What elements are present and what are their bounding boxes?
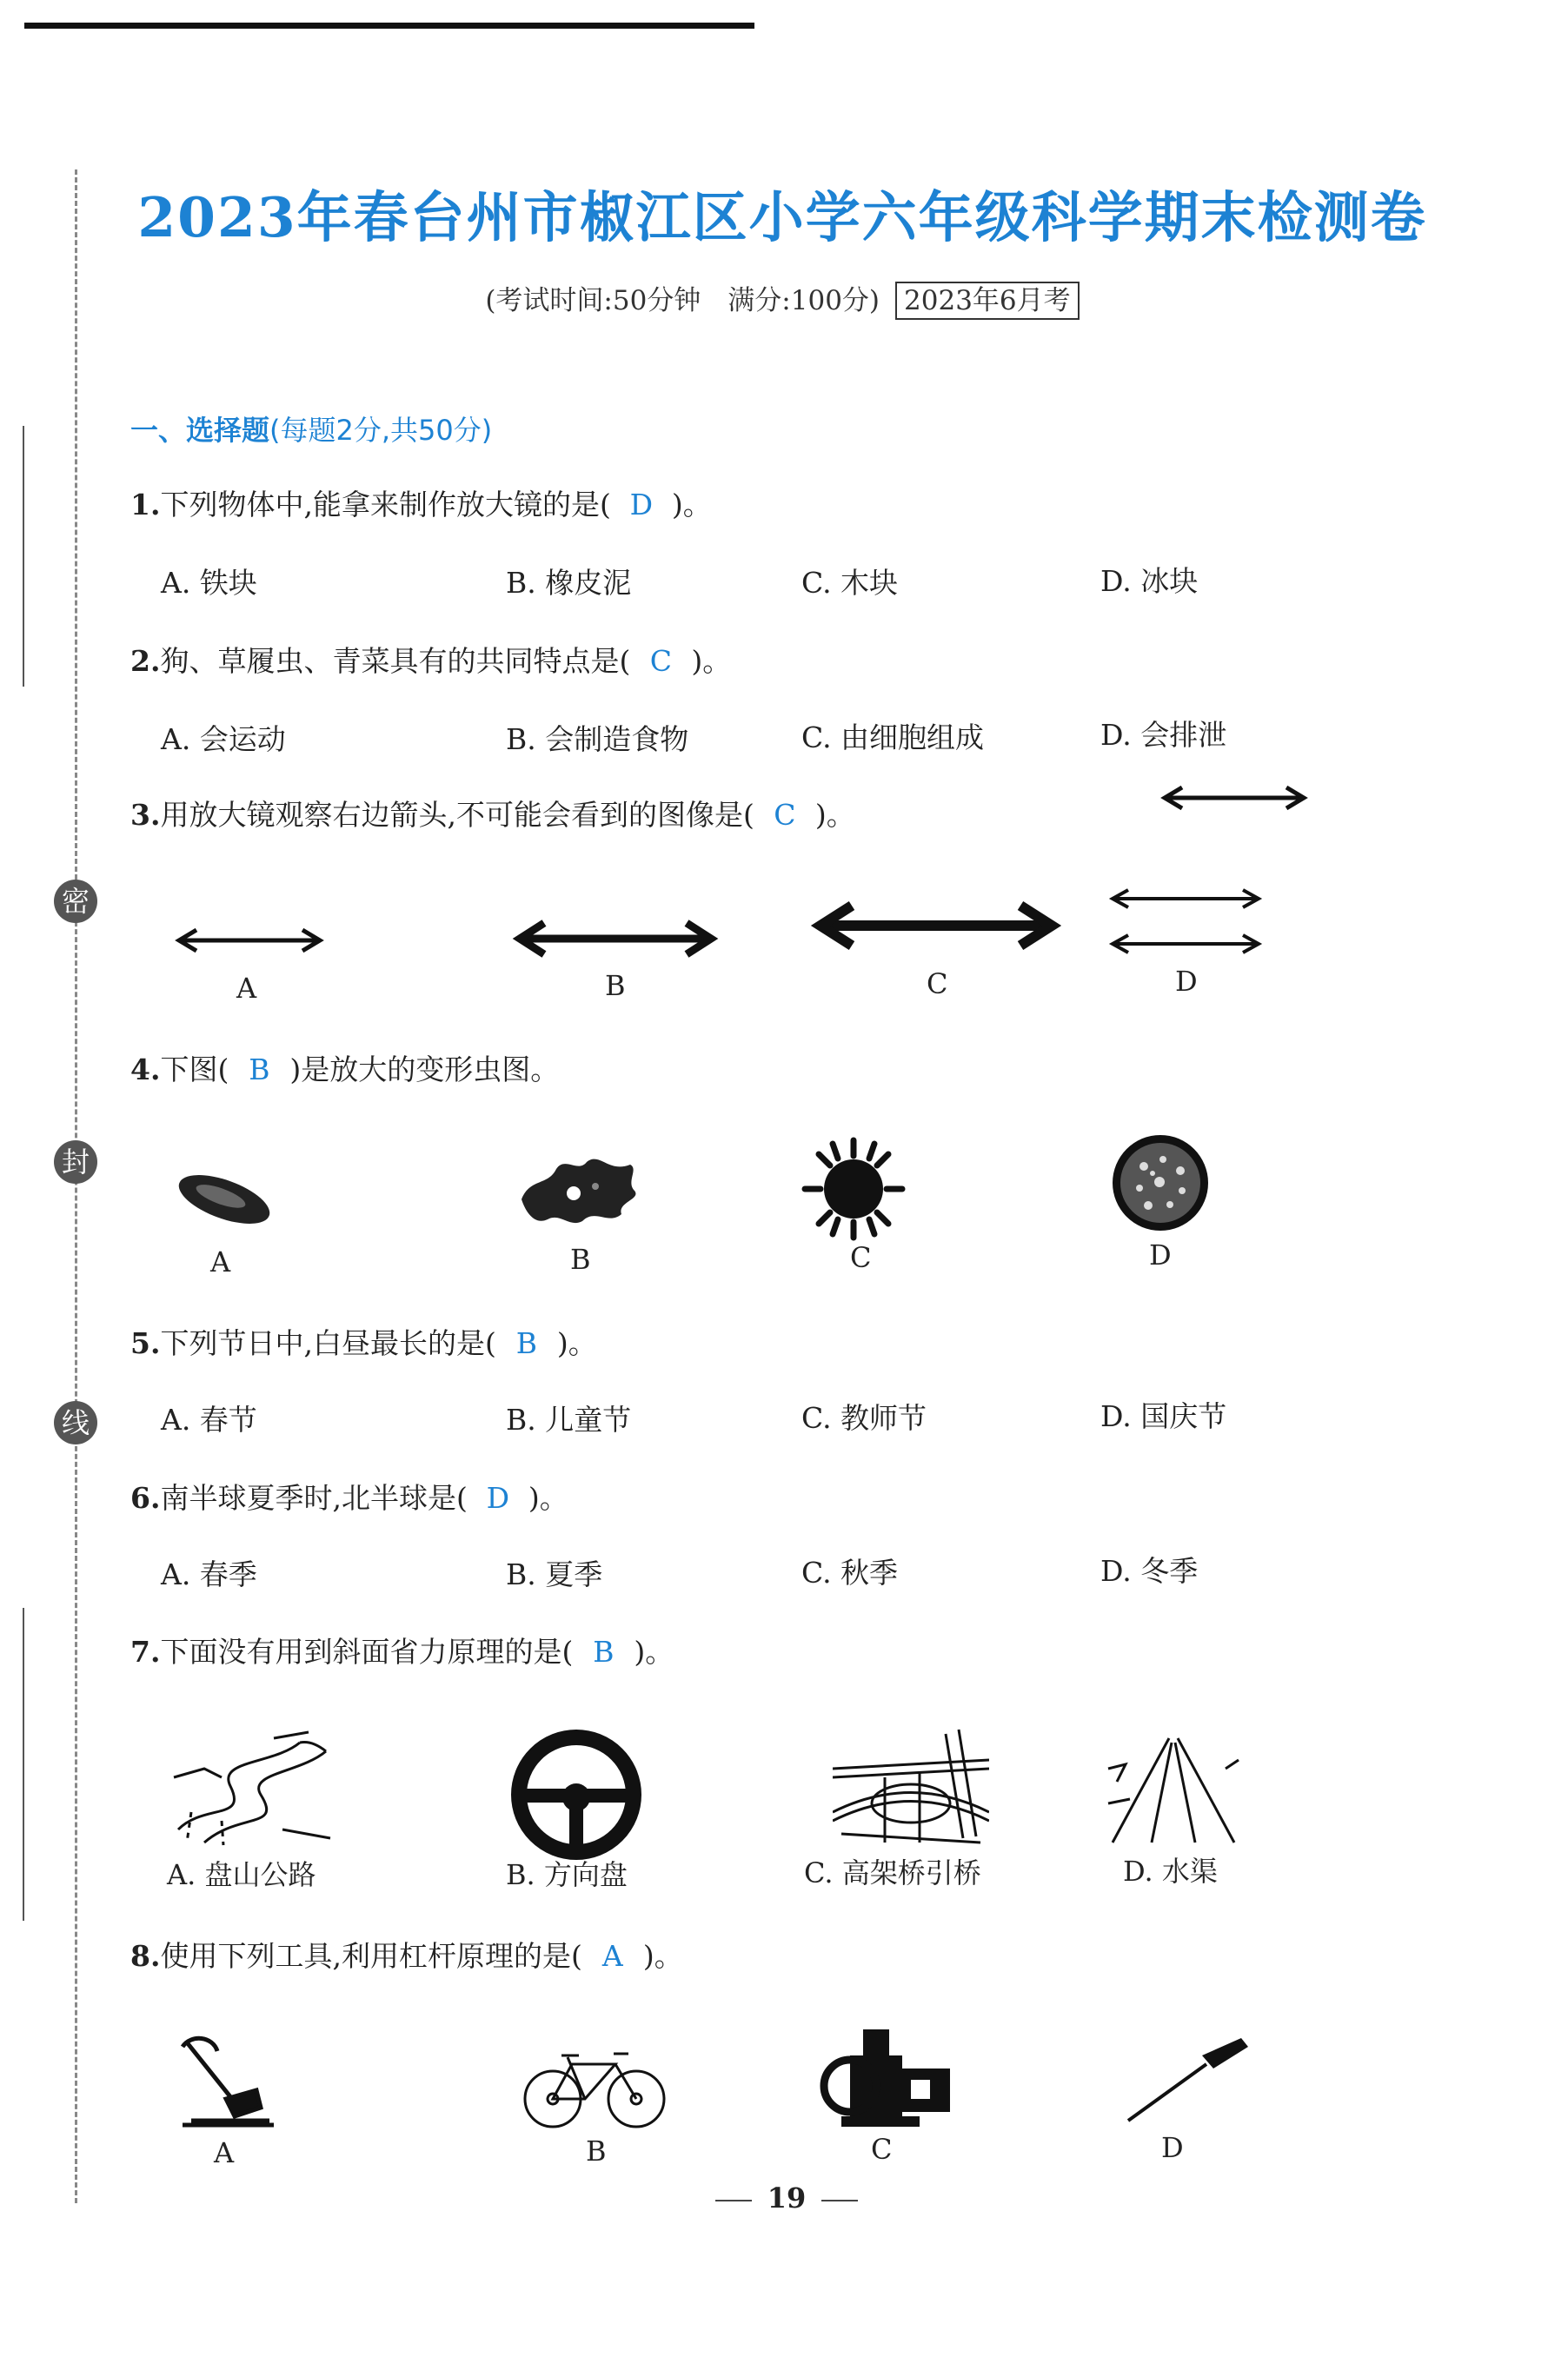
- seal-mark: 封: [54, 1140, 97, 1184]
- option: D. 冬季: [1100, 1554, 1199, 1588]
- question: [130, 639, 731, 680]
- question-end: )。: [556, 1326, 597, 1360]
- question-text: 狗、草履虫、青菜具有的共同特点是(: [160, 644, 631, 678]
- option: A. 春季: [161, 1557, 257, 1591]
- figure-label: A. 盘山公路: [167, 1858, 316, 1891]
- question: [130, 793, 855, 833]
- question-number: 4.: [130, 1053, 161, 1086]
- double-arrow-icon: [511, 913, 720, 965]
- steering-wheel-icon: [511, 1730, 641, 1860]
- answer: D: [486, 1481, 510, 1515]
- question-end: )。: [691, 644, 732, 678]
- option: B. 橡皮泥: [506, 566, 632, 600]
- figure-label: A: [214, 2136, 235, 2169]
- figure-label: B: [570, 1243, 591, 1276]
- question-end: )。: [814, 798, 855, 832]
- answer: C: [774, 798, 796, 832]
- question-end: )是放大的变形虫图。: [289, 1053, 560, 1086]
- question-text: 用放大镜观察右边箭头,不可能会看到的图像是(: [160, 798, 754, 832]
- exam-duration: (考试时间:50分钟 满分:100分): [485, 285, 880, 316]
- double-arrow-pair-icon: [1106, 878, 1266, 965]
- screwdriver-icon: [1120, 2034, 1250, 2129]
- top-rule: [24, 23, 754, 29]
- option: C. 教师节: [801, 1401, 927, 1435]
- question: [130, 482, 712, 523]
- figure-label: A: [236, 972, 257, 1005]
- option: B. 儿童节: [506, 1403, 632, 1437]
- bicycle-icon: [520, 2038, 669, 2134]
- answer: D: [629, 488, 654, 521]
- answer: B: [249, 1053, 270, 1086]
- double-arrow-icon: [172, 921, 327, 960]
- question-number: 5.: [130, 1326, 161, 1360]
- option: B. 夏季: [506, 1557, 603, 1591]
- question-end: )。: [642, 1939, 683, 1973]
- question: [130, 1047, 559, 1088]
- option: C. 秋季: [801, 1556, 899, 1590]
- figure-label: C. 高架桥引桥: [804, 1856, 981, 1889]
- question-text: 下面没有用到斜面省力原理的是(: [160, 1635, 574, 1669]
- figure-label: D: [1175, 965, 1198, 998]
- page-number: [695, 2181, 878, 2215]
- exam-info: [261, 278, 1304, 317]
- question-text: 下列物体中,能拿来制作放大镜的是(: [160, 488, 611, 521]
- question-number: 8.: [130, 1939, 161, 1973]
- figure-label: C: [871, 2133, 893, 2166]
- question-number: 6.: [130, 1481, 161, 1515]
- option: B. 会制造食物: [506, 722, 689, 756]
- exam-date: 2023年6月考: [895, 282, 1080, 320]
- question: [130, 1321, 597, 1362]
- seal-mark: 线: [54, 1401, 97, 1444]
- option: A. 会运动: [161, 722, 286, 756]
- reference-arrow-icon: [1156, 780, 1312, 815]
- figure-label: B: [586, 2135, 607, 2168]
- figure-label: C: [850, 1241, 872, 1274]
- figure-label: B. 方向盘: [506, 1858, 628, 1891]
- question: [130, 1630, 674, 1670]
- question-text: 南半球夏季时,北半球是(: [160, 1481, 468, 1515]
- question-end: )。: [528, 1481, 568, 1515]
- figure-label: D: [1161, 2131, 1184, 2164]
- figure-label: A: [210, 1245, 231, 1278]
- overpass-icon: [833, 1725, 989, 1847]
- question-text: 使用下列工具,利用杠杆原理的是(: [160, 1939, 582, 1973]
- option: D. 国庆节: [1100, 1399, 1227, 1433]
- paramecium-icon: [172, 1165, 276, 1234]
- virus-icon: [801, 1137, 906, 1241]
- question-number: 1.: [130, 488, 161, 521]
- section-title: 一、选择题: [130, 414, 270, 447]
- answer: C: [649, 644, 672, 678]
- cell-icon: [1109, 1132, 1212, 1234]
- figure-label: B: [605, 969, 626, 1002]
- option: D. 会排泄: [1100, 718, 1227, 752]
- question-end: )。: [634, 1635, 674, 1669]
- option: A. 春节: [161, 1403, 257, 1437]
- question-text: 下列节日中,白昼最长的是(: [160, 1326, 496, 1360]
- amoeba-icon: [513, 1152, 643, 1230]
- question-number: 7.: [130, 1635, 161, 1669]
- question-end: )。: [671, 488, 712, 521]
- section-heading: [130, 408, 492, 448]
- option: C. 由细胞组成: [801, 720, 985, 754]
- question-number: 2.: [130, 644, 161, 678]
- question-number: 3.: [130, 798, 161, 832]
- question: [130, 1476, 568, 1517]
- double-arrow-icon: [810, 895, 1062, 956]
- question-text: 下图(: [160, 1053, 229, 1086]
- figure-label: D. 水渠: [1123, 1855, 1218, 1888]
- claw-hammer-icon: [174, 2029, 278, 2134]
- section-note: (每题2分,共50分): [269, 414, 493, 447]
- page-title: 2023年春台州市椒江区小学六年级科学期末检测卷: [137, 185, 1427, 249]
- margin-rule: [23, 426, 24, 687]
- seal-mark: 密: [54, 880, 97, 923]
- option: D. 冰块: [1100, 564, 1199, 598]
- figure-label: C: [927, 967, 948, 1000]
- mountain-road-icon: [169, 1725, 335, 1847]
- canal-icon: [1104, 1734, 1243, 1847]
- binding-dashed-line: [75, 169, 77, 2203]
- water-pump-icon: [815, 2021, 954, 2134]
- option: C. 木块: [801, 566, 899, 600]
- answer: A: [601, 1939, 623, 1973]
- page-number-value: 19: [767, 2181, 807, 2215]
- answer: B: [593, 1635, 615, 1669]
- option: A. 铁块: [161, 566, 257, 600]
- answer: B: [515, 1326, 537, 1360]
- margin-rule: [23, 1608, 24, 1921]
- question: [130, 1934, 683, 1975]
- figure-label: D: [1149, 1238, 1172, 1272]
